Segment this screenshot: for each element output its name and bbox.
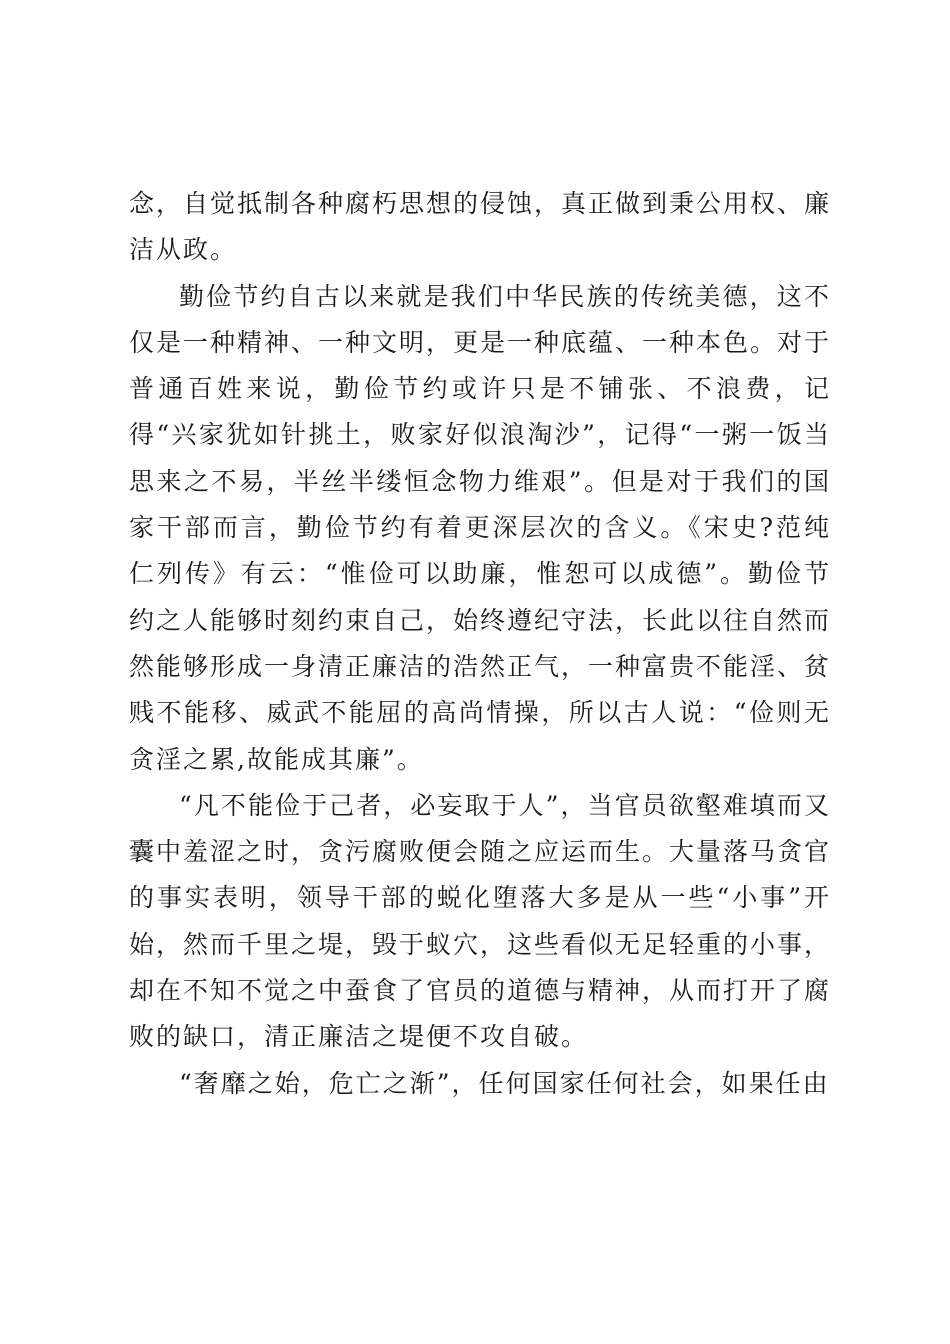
paragraph-continuation: 念，自觉抵制各种腐朽思想的侵蚀，真正做到秉公用权、廉洁从政。 [129,189,832,265]
body-text [129,181,831,1107]
paragraph-corruption-origin: “凡不能俭于己者，必妄取于人”，当官员欲壑难填而又囊中羞涩之时，贪污腐败便会随之应运而生。大量落马贪官的事实表明，领导干部的蜕化堕落大多是从一些“小事”开始，然而千里之堤，毁于蚁穴，这些看似无足轻重的小事，却在不知不觉之中蚕食了官员的道德与精神，从而打开了腐败的缺口，清正廉洁之堤便不攻自破。 [129,790,832,1052]
paragraph-extravagance-warning: “奢靡之始，危亡之渐”，任何国家任何社会，如果任由 [179,1068,830,1098]
paragraph-frugality-virtue: 勤俭节约自古以来就是我们中华民族的传统美德，这不仅是一种精神、一种文明，更是一种底蕴、一种本色。对于普通百姓来说，勤俭节约或许只是不铺张、不浪费，记得“兴家犹如针挑土，败家好似浪淘沙”，记得“一粥一饭当思来之不易，半丝半缕恒念物力维艰”。但是对于我们的国家干部而言，勤俭节约有着更深层次的含义。《宋史?范纯仁列传》有云：“惟俭可以助廉，惟恕可以成德”。勤俭节约之人能够时刻约束自己，始终遵纪守法，长此以往自然而然能够形成一身清正廉洁的浩然正气，一种富贵不能淫、贫贱不能移、威武不能屈的高尚情操，所以古人说：“俭则无贪淫之累,故能成其廉”。 [129,281,832,774]
